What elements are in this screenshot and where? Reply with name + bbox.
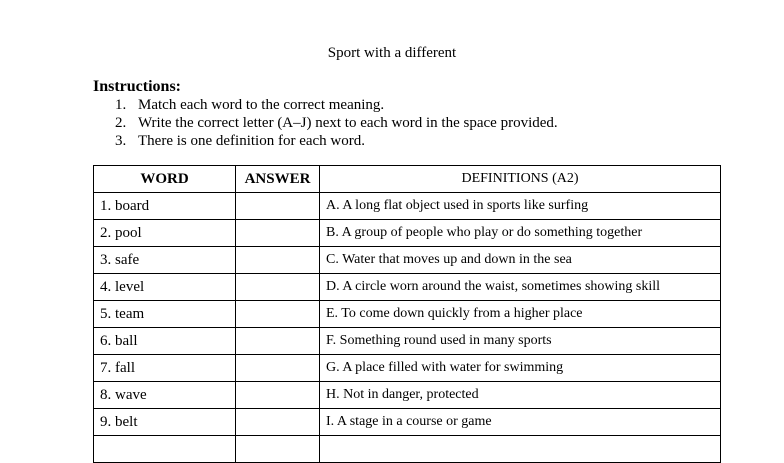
answer-cell[interactable]: [236, 436, 320, 463]
word-cell: 7. fall: [94, 355, 236, 382]
definition-cell: A. A long flat object used in sports like surfing: [320, 193, 721, 220]
table-row: [94, 355, 721, 382]
answer-column-header: ANSWER: [236, 166, 320, 193]
definitions-column-header: DEFINITIONS (A2): [320, 166, 721, 193]
word-cell: 1. board: [94, 193, 236, 220]
instruction-number: 2.: [115, 115, 127, 131]
table-row: [94, 274, 721, 301]
answer-cell[interactable]: [236, 247, 320, 274]
answer-cell[interactable]: [236, 274, 320, 301]
word-cell: 2. pool: [94, 220, 236, 247]
table-row: [94, 220, 721, 247]
table-row: [94, 328, 721, 355]
table-row: [94, 193, 721, 220]
table-row: [94, 301, 721, 328]
table-row: [94, 409, 721, 436]
answer-cell[interactable]: [236, 193, 320, 220]
word-cell: 6. ball: [94, 328, 236, 355]
answer-cell[interactable]: [236, 220, 320, 247]
instruction-number: 1.: [115, 97, 127, 113]
answer-cell[interactable]: [236, 409, 320, 436]
answer-cell[interactable]: [236, 328, 320, 355]
definition-cell: I. A stage in a course or game: [320, 409, 721, 436]
definition-cell: C. Water that moves up and down in the sea: [320, 247, 721, 274]
instruction-item: [93, 96, 558, 114]
instruction-number: 3.: [115, 133, 127, 149]
instructions-section: [93, 78, 558, 150]
definition-cell: B. A group of people who play or do something together: [320, 220, 721, 247]
answer-cell[interactable]: [236, 382, 320, 409]
word-cell: [94, 436, 236, 463]
page-title: Sport with a different: [327, 45, 457, 61]
instruction-text: Write the correct letter (A–J) next to each word in the space provided.: [138, 115, 558, 131]
definition-cell: H. Not in danger, protected: [320, 382, 721, 409]
table-row: [94, 247, 721, 274]
instruction-text: There is one definition for each word.: [138, 133, 365, 149]
definition-cell: G. A place filled with water for swimming: [320, 355, 721, 382]
answer-cell[interactable]: [236, 301, 320, 328]
definition-cell: F. Something round used in many sports: [320, 328, 721, 355]
instruction-item: [93, 114, 558, 132]
table-header-row: [94, 166, 721, 193]
definition-cell: E. To come down quickly from a higher place: [320, 301, 721, 328]
instructions-heading: Instructions:: [93, 78, 182, 95]
vocabulary-table: [93, 165, 721, 463]
word-column-header: WORD: [94, 166, 236, 193]
word-cell: 5. team: [94, 301, 236, 328]
definition-cell: [320, 436, 721, 463]
word-cell: 9. belt: [94, 409, 236, 436]
table-row: [94, 436, 721, 463]
instruction-text: Match each word to the correct meaning.: [138, 97, 385, 113]
table-row: [94, 382, 721, 409]
instruction-item: [93, 132, 558, 150]
word-cell: 3. safe: [94, 247, 236, 274]
answer-cell[interactable]: [236, 355, 320, 382]
definition-cell: D. A circle worn around the waist, sometimes showing skill: [320, 274, 721, 301]
instruction-list: [93, 96, 558, 150]
word-cell: 4. level: [94, 274, 236, 301]
word-cell: 8. wave: [94, 382, 236, 409]
